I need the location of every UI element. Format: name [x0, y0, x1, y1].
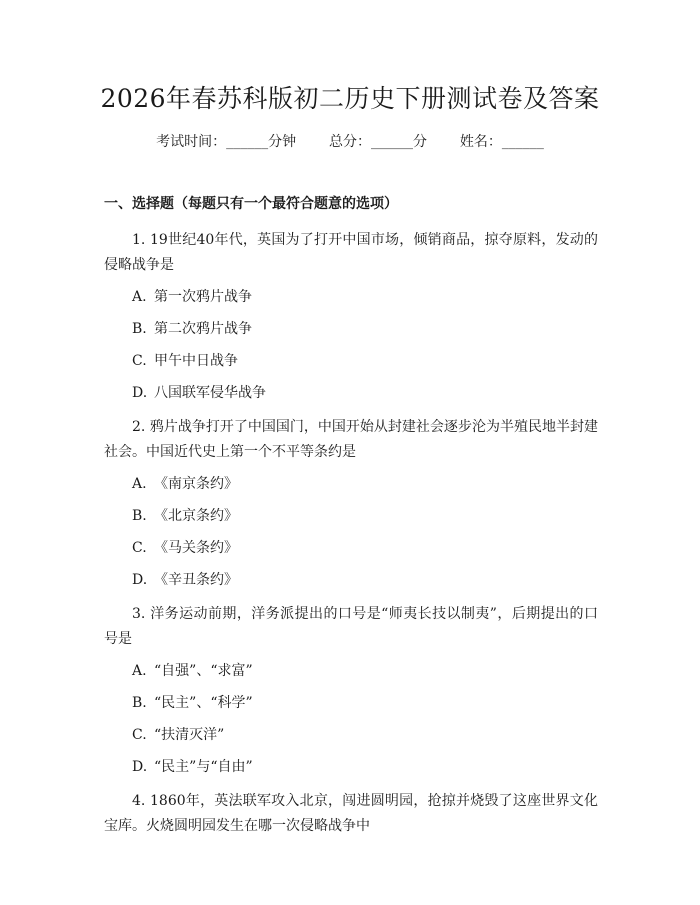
option-letter: C. [132, 540, 147, 556]
question-1-option-c [132, 351, 598, 371]
option-text: “民主”、“科学” [154, 695, 253, 711]
option-text: 《北京条约》 [154, 508, 238, 524]
question-2-option-a [132, 474, 598, 494]
option-text: 第一次鸦片战争 [154, 289, 252, 305]
option-letter: D. [132, 572, 148, 588]
section-heading: 一、选择题（每题只有一个最符合题意的选项） [104, 196, 398, 212]
option-text: 八国联军侵华战争 [154, 385, 266, 401]
question-3-option-b [132, 693, 598, 713]
question-1-option-d [132, 383, 598, 403]
option-letter: D. [132, 385, 148, 401]
option-letter: C. [132, 353, 147, 369]
option-text: 《辛丑条约》 [154, 572, 238, 588]
question-3: 3. 洋务运动前期，洋务派提出的口号是“师夷长技以制夷”，后期提出的口号是 [104, 606, 598, 647]
time-blank: ______ [226, 134, 269, 150]
question-2-option-c [132, 538, 598, 558]
option-text: 第二次鸦片战争 [154, 321, 252, 337]
option-letter: B. [132, 508, 147, 524]
time-label: 考试时间： [156, 134, 227, 150]
question-3-option-d [132, 757, 598, 777]
question-1: 1. 19世纪40年代，英国为了打开中国市场，倾销商品，掠夺原料，发动的侵略战争是 [104, 232, 598, 273]
option-text: “扶清灭洋” [154, 727, 225, 743]
question-1-option-b [132, 319, 598, 339]
question-4: 4. 1860年，英法联军攻入北京，闯进圆明园，抢掠并烧毁了这座世界文化宝库。火烧圆明园发生在哪一次侵略战争中 [104, 793, 598, 834]
option-text: 《马关条约》 [154, 540, 238, 556]
score-unit: 分 [413, 134, 427, 150]
question-3-option-c [132, 725, 598, 745]
option-text: 甲午中日战争 [154, 353, 238, 369]
question-list [104, 228, 598, 848]
question-1-option-a [132, 287, 598, 307]
exam-info-line [0, 132, 700, 152]
option-text: “自强”、“求富” [154, 663, 253, 679]
option-text: “民主”与“自由” [154, 759, 253, 775]
question-2-option-b [132, 506, 598, 526]
option-text: 《南京条约》 [154, 476, 238, 492]
option-letter: C. [132, 727, 147, 743]
question-2-option-d [132, 570, 598, 590]
score-label: 总分： [329, 134, 371, 150]
option-letter: B. [132, 695, 147, 711]
option-letter: A. [132, 476, 147, 492]
option-letter: B. [132, 321, 147, 337]
question-3-option-a [132, 661, 598, 681]
option-letter: D. [132, 759, 148, 775]
name-blank: ______ [501, 134, 544, 150]
option-letter: A. [132, 663, 147, 679]
page-title: 2026年春苏科版初二历史下册测试卷及答案 [100, 84, 600, 113]
time-unit: 分钟 [268, 134, 297, 150]
question-2: 2. 鸦片战争打开了中国国门，中国开始从封建社会逐步沦为半殖民地半封建社会。中国近代史上第一个不平等条约是 [104, 419, 598, 460]
option-letter: A. [132, 289, 147, 305]
score-blank: ______ [371, 134, 413, 150]
name-label: 姓名： [459, 134, 502, 150]
